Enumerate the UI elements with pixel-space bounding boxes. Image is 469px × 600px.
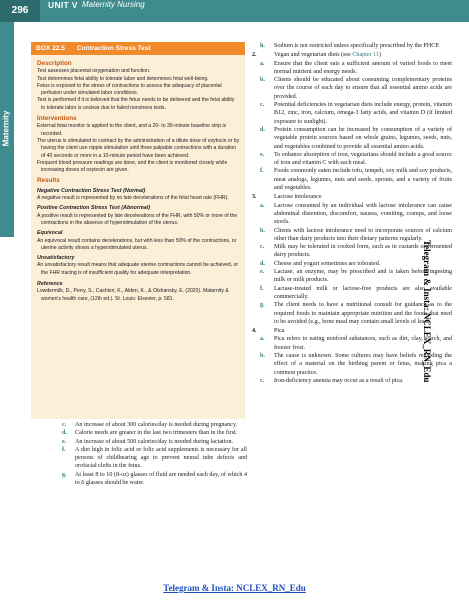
vegan-heading xyxy=(252,51,452,59)
item-label: b. xyxy=(260,352,265,359)
heading-text: Vegan and vegetarian diets (see xyxy=(274,52,353,59)
item-label: g. xyxy=(260,302,265,309)
box-header xyxy=(31,42,245,55)
list-item xyxy=(62,446,247,471)
item-label: c. xyxy=(260,244,265,251)
list-item xyxy=(252,202,452,227)
item-label: d. xyxy=(260,260,265,267)
heading-number: 3. xyxy=(252,194,257,201)
item-label: b. xyxy=(260,227,265,234)
result-text: A positive result is represented by late decelerations of the FHR, with 50% or more of the contractions in the absence of hyperstimulation of the uterus. xyxy=(37,212,238,226)
result-text: An unsatisfactory result means that adequate uterine contractions cannot be achieved, or the FHR tracing is of insufficient quality for adequate interpretation. xyxy=(37,262,239,276)
item-label: a. xyxy=(260,336,265,343)
item-label: a. xyxy=(260,60,265,67)
intervention-line: Frequent blood pressure readings are done, and the client is monitored closely while increasing doses of oxytocin are given. xyxy=(37,159,228,174)
item-text: Pica refers to eating nonfood substances, such as dirt, clay, starch, and freezer frost. xyxy=(274,336,452,351)
item-text: Lactose consumed by an individual with lactose intolerance can cause abdominal distention, discomfort, nausea, vomiting, cramps, and loose stools. xyxy=(274,202,452,226)
result-title: Unsatisfactory xyxy=(37,255,75,262)
item-text: Calorie needs are greater in the last two trimesters than in the first. xyxy=(75,430,238,437)
description-line: Fetus is exposed to the stress of contractions to assess the adequacy of placental perfusion under simulated labor conditions. xyxy=(37,82,222,97)
item-text: To enhance absorption of iron, vegetarians should include a good source of iron and vitamin C with each meal. xyxy=(274,151,452,167)
item-text: Lactase-treated milk or lactose-free products are also available commercially. xyxy=(274,285,452,300)
list-item xyxy=(252,101,452,126)
bottom-watermark[interactable]: Telegram & Insta: NCLEX_RN_Edu xyxy=(163,583,306,593)
heading-number: 4. xyxy=(252,328,257,335)
item-text: Potential deficiencies in vegetarian diets include energy, protein, vitamin B12, zinc, iron, calcium, omega-3 fatty acids, and vitamin D (if limited exposure to sunlight). xyxy=(274,102,452,125)
item-text: Iron-deficiency anemia may occur as a result of pica. xyxy=(274,377,404,384)
result-title: Positive Contraction Stress Test (Abnormal) xyxy=(37,205,151,212)
item-label: g. xyxy=(62,471,67,478)
reference-text: Lowdermilk, D., Perry, S., Cashion, K., Alden, K., & Olshansky, E. (2020). Maternity & women's health care, (12th ed.). St. Louis: Elsevier, p. 581. xyxy=(37,288,229,302)
item-label: c. xyxy=(260,102,265,109)
results-heading: Results xyxy=(37,177,60,185)
unit-label: UNIT V xyxy=(48,0,78,10)
intervention-line: External fetal monitor is applied to the client, and a 20- to 30-minute baseline strip is recorded. xyxy=(37,123,227,137)
page-header xyxy=(0,0,469,22)
section-title: Maternity Nursing xyxy=(82,0,145,9)
heading-text: Pica xyxy=(274,328,285,335)
list-item xyxy=(252,167,452,192)
item-label: d. xyxy=(62,430,67,437)
item-label: e. xyxy=(260,151,265,158)
reference-heading: Reference xyxy=(37,281,63,288)
page-number: 296 xyxy=(0,0,40,22)
item-label: f. xyxy=(62,446,66,453)
item-text: The client needs to have a nutritional consult for guidance as to the required foods to maintain appropriate nutrition and the foods that need to be avoided (e.g., bone meal may contain small levels of lead). xyxy=(274,302,452,325)
item-text: Ensure that the client eats a sufficient amount of varied foods to meet normal nutrient and energy needs. xyxy=(274,60,452,75)
description-line: Test determines fetal ability to tolerate labor and determines fetal well-being. xyxy=(37,75,209,82)
list-item xyxy=(62,429,247,437)
list-item xyxy=(252,126,452,151)
box-body xyxy=(31,55,245,303)
item-text: At least 8 to 10 (8-oz) glasses of fluid are needed each day, of which 4 to 6 glasses should be water. xyxy=(75,471,247,487)
item-text: Lactase, an enzyme, may be prescribed and is taken before ingesting milk or milk products. xyxy=(274,269,452,284)
item-text: Milk may be tolerated in cooked form, such as in custards or fermented dairy products. xyxy=(274,244,452,259)
list-item xyxy=(252,60,452,77)
item-label: f. xyxy=(260,285,264,292)
contraction-stress-test-box xyxy=(31,42,245,419)
item-label: h. xyxy=(260,43,265,49)
list-item xyxy=(252,151,452,168)
item-label: c. xyxy=(62,422,67,428)
item-label: b. xyxy=(260,77,265,84)
result-title: Negative Contraction Stress Test (Normal) xyxy=(37,187,146,194)
item-text: The cause is unknown. Some cultures may have beliefs regarding the effect of a material on the birthing parent or fetus, making pica a common practice. xyxy=(274,352,452,376)
item-text: A diet high in folic acid or folic acid supplements is necessary for all persons of childbearing age to prevent neural tube defects and orofacial clefts in the fetus. xyxy=(75,446,247,470)
list-item xyxy=(252,42,452,50)
item-label: c. xyxy=(260,377,265,384)
intervention-line: The uterus is stimulated to contract by the administration of a dilute dose of oxytocin or by having the client use nipple stimulation until three palpable contractions with a duration of 40 seconds or more in a 10-minute period have been achieved. xyxy=(37,137,240,159)
chapter-link[interactable]: Chapter 11 xyxy=(352,52,380,59)
item-text: An increase of about 300 calories/day is needed during pregnancy. xyxy=(75,422,238,428)
item-label: a. xyxy=(260,202,265,209)
side-tab xyxy=(0,22,14,237)
lactose-heading xyxy=(252,193,452,201)
list-item xyxy=(252,76,452,101)
heading-end: ) xyxy=(379,52,382,59)
item-text: Cheese and yogurt sometimes are tolerated. xyxy=(274,260,381,267)
box-tag: BOX 22.5 xyxy=(36,45,65,52)
list-item xyxy=(62,471,247,488)
description-line: Test assesses placental oxygenation and function. xyxy=(37,68,151,75)
item-text: Sodium is not restricted unless specifically prescribed by the PHCP. xyxy=(274,43,440,49)
box-title: Contraction Stress Test xyxy=(76,45,151,52)
heading-number: 2. xyxy=(252,52,257,59)
side-tab-label: Maternity xyxy=(1,110,11,147)
heading-text: Lactose intolerance xyxy=(274,194,322,201)
result-title: Equivocal xyxy=(37,230,63,237)
result-text: An equivocal result contains decelerations, but with less than 50% of the contractions, or uterine activity shows a hyperstimulated uterus. xyxy=(37,237,237,251)
list-item xyxy=(62,438,247,446)
side-watermark: Telegram & Insta: NCLEX_RN_Edu xyxy=(422,240,432,383)
item-label: e. xyxy=(62,438,67,445)
list-item xyxy=(62,421,247,429)
result-text: A negative result is represented by no late decelerations of the fetal heart rate (FHR). xyxy=(37,195,229,202)
left-column xyxy=(62,421,247,487)
item-label: f. xyxy=(260,168,264,175)
item-text: Protein consumption can be increased by consumption of a variety of vegetable protein sources based on whole grains, legumes, seeds, nuts, and vegetables combined to provide all essential amino acids. xyxy=(274,126,452,150)
item-text: Clients with lactose intolerance need to incorporate sources of calcium other than dairy products into their dietary patterns regularly. xyxy=(274,227,452,242)
item-label: e. xyxy=(260,269,265,276)
item-text: Foods commonly eaten include tofu, tempeh, soy milk and soy products, meat analogs, legumes, nuts and seeds, sprouts, and a variety of fruits and vegetables. xyxy=(274,168,452,192)
description-heading: Description xyxy=(37,60,72,67)
interventions-heading: Interventions xyxy=(37,115,77,123)
item-text: An increase of about 500 calories/day is needed during lactation. xyxy=(75,438,234,445)
item-text: Clients should be educated about consuming complementary proteins over the course of each day to ensure that all essential amino acids are provided. xyxy=(274,77,452,100)
item-label: d. xyxy=(260,126,265,133)
description-line: Test is performed if it is believed that the fetus needs to be delivered and the fetal ability to tolerate labor is unclear due to failed nonstress tests. xyxy=(37,97,235,111)
